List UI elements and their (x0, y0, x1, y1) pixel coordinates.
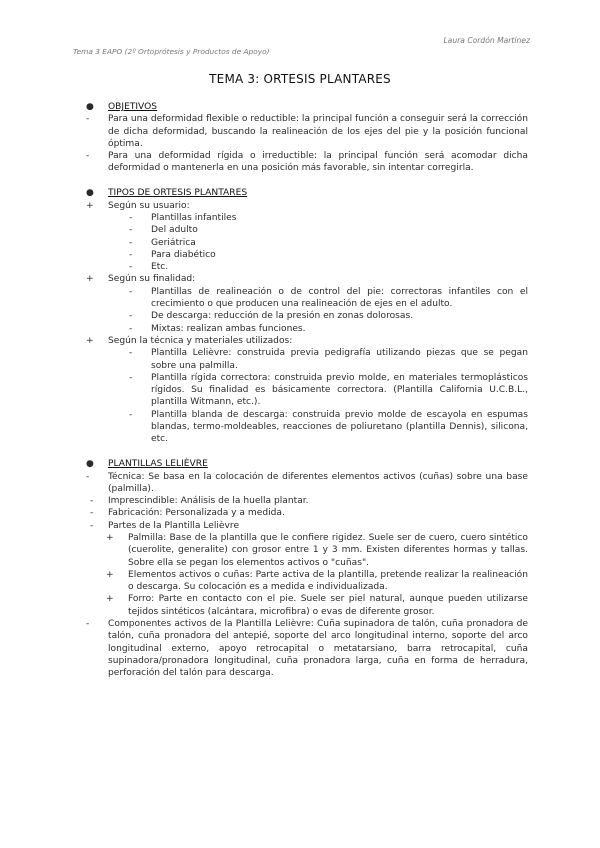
list-item (86, 249, 528, 261)
document-body (86, 101, 528, 680)
section-objetivos (86, 101, 528, 113)
list-item (86, 286, 528, 311)
list-item-text: Palmilla: Base de la plantilla que le confiere rigidez. Suele ser de cuero, cuero sintético (cuerolite, generalite) con grosor entre 1 y 3 mm. Existen diferentes hormas y tallas. Sobre ella se pegan los elementos activos o "cuñas". (128, 532, 528, 568)
list-item-text: De descarga: reducción de la presión en zonas dolorosas. (151, 311, 414, 322)
list-item (86, 113, 528, 150)
list-item (86, 224, 528, 236)
dash-marker: - (90, 520, 94, 531)
plus-marker: + (86, 335, 94, 346)
list-item-text: Plantillas infantiles (151, 212, 237, 223)
dash-marker: - (86, 151, 90, 162)
dash-marker: - (129, 286, 133, 297)
list-item (86, 150, 528, 175)
list-item (86, 593, 528, 618)
section-bullet: ● (86, 102, 94, 112)
section-tipos (86, 187, 528, 199)
list-item-text: Mixtas: realizan ambas funciones. (151, 323, 306, 334)
dash-marker: - (129, 262, 133, 273)
list-item-text: Geriátrica (151, 237, 196, 248)
group-label-text: Según la técnica y materiales utilizados: (108, 335, 293, 346)
list-item-text: Partes de la Plantilla Lelièvre (108, 520, 240, 531)
dash-marker: - (86, 471, 90, 482)
list-item (86, 237, 528, 249)
section-bullet: ● (86, 188, 94, 199)
group-label-text: Según su finalidad: (108, 274, 196, 285)
list-item (86, 471, 528, 496)
list-item (86, 372, 528, 409)
dash-marker: - (90, 496, 94, 507)
list-item (86, 347, 528, 372)
list-item-text: Etc. (151, 262, 169, 273)
section-heading: OBJETIVOS (108, 102, 158, 112)
group-label-text: Según su usuario: (108, 200, 190, 211)
list-item-text: Para diabético (151, 249, 216, 260)
list-item (86, 507, 528, 519)
list-item (86, 261, 528, 273)
section-lelievre (86, 458, 528, 470)
section-heading: PLANTILLAS LELIÈVRE (108, 459, 208, 470)
list-item-text: Para una deformidad flexible o reductible: la principal función a conseguir será la corrección de dicha deformidad, buscando la realineación de los ejes del pie y la posición funcional óptima. (108, 114, 528, 149)
list-item-text: Plantilla rígida correctora: construida previo molde, en materiales termoplásticos rígidos. Su finalidad es básicamente correctora. (Plantilla California U.C.B.L., plantilla Witmann, etc.). (151, 372, 528, 408)
plus-marker: + (106, 569, 114, 580)
list-item (86, 212, 528, 224)
list-item (86, 310, 528, 322)
dash-marker: - (129, 237, 133, 248)
list-item-text: Técnica: Se basa en la colocación de diferentes elementos activos (cuñas) sobre una base (palmilla). (108, 471, 528, 494)
dash-marker: - (90, 508, 94, 519)
plus-marker: + (106, 532, 114, 543)
list-item-text: Imprescindible: Análisis de la huella plantar. (108, 496, 309, 507)
course-header: Tema 3 EAPO (2º Ortoprótesis y Productos de Apoyo) (73, 47, 270, 56)
section-bullet: ● (86, 459, 94, 470)
list-item (86, 495, 528, 507)
list-item-text: Para una deformidad rígida o irreductible: la principal función será acomodar dicha deformidad o mantenerla en una posición más favorable, sin intentar corregirla. (108, 151, 528, 174)
list-item (86, 323, 528, 335)
list-item (86, 532, 528, 569)
dash-marker: - (129, 311, 133, 322)
dash-marker: - (129, 212, 133, 223)
dash-marker: - (129, 409, 133, 420)
dash-marker: - (129, 323, 133, 334)
list-item (86, 520, 528, 532)
list-item (86, 618, 528, 679)
page-title: TEMA 3: ORTESIS PLANTARES (209, 72, 391, 86)
dash-marker: - (129, 225, 133, 236)
dash-marker: - (129, 249, 133, 260)
dash-marker: - (86, 619, 90, 630)
list-item-text: Componentes activos de la Plantilla Lelièvre: Cuña supinadora de talón, cuña pronadora de talón, cuña pronadora del antepié, soporte del arco longitudinal interno, soporte del arco longitudinal externo, apoyo retrocapital o metatarsiano, barra retrocapital, cuña supinadora/pronadora longitudinal, cuña pronadora larga, cuña en forma de herradura, perforación del talón para descarga. (108, 619, 528, 679)
list-item (86, 409, 528, 446)
list-item-text: Plantillas de realineación o de control del pie: correctoras infantiles con el crecimiento o que producen una realineación de ejes en el adulto. (151, 286, 528, 310)
list-item-text: Forro: Parte en contacto con el pie. Suele ser piel natural, aunque pueden utilizarse tejidos sintéticos (alcántara, microfibra) o evas de diferente grosor. (128, 594, 528, 617)
list-item (86, 569, 528, 594)
list-item-text: Del adulto (151, 225, 198, 236)
plus-marker: + (86, 274, 94, 285)
group-label (86, 335, 528, 347)
dash-marker: - (86, 114, 90, 125)
author-name: Laura Cordón Martínez (443, 36, 530, 45)
list-item-text: Elementos activos o cuñas: Parte activa de la plantilla, pretende realizar la realineación o descarga. Su colocación es a medida e individualizada. (128, 569, 528, 593)
group-label (86, 273, 528, 285)
list-item-text: Fabricación: Personalizada y a medida. (108, 508, 285, 519)
plus-marker: + (86, 200, 94, 211)
plus-marker: + (106, 594, 114, 605)
dash-marker: - (129, 348, 133, 359)
list-item-text: Plantilla blanda de descarga: construida previo molde de escayola en espumas blandas, termo-moldeables, reacciones de poliuretano (plantilla Dennis), silicona, etc. (151, 409, 528, 445)
group-label (86, 200, 528, 212)
dash-marker: - (129, 372, 133, 383)
list-item-text: Plantilla Lelièvre: construida previa pedigrafía utilizando piezas que se pegan sobre una palmilla. (151, 348, 528, 371)
section-heading: TIPOS DE ORTESIS PLANTARES (108, 188, 248, 199)
